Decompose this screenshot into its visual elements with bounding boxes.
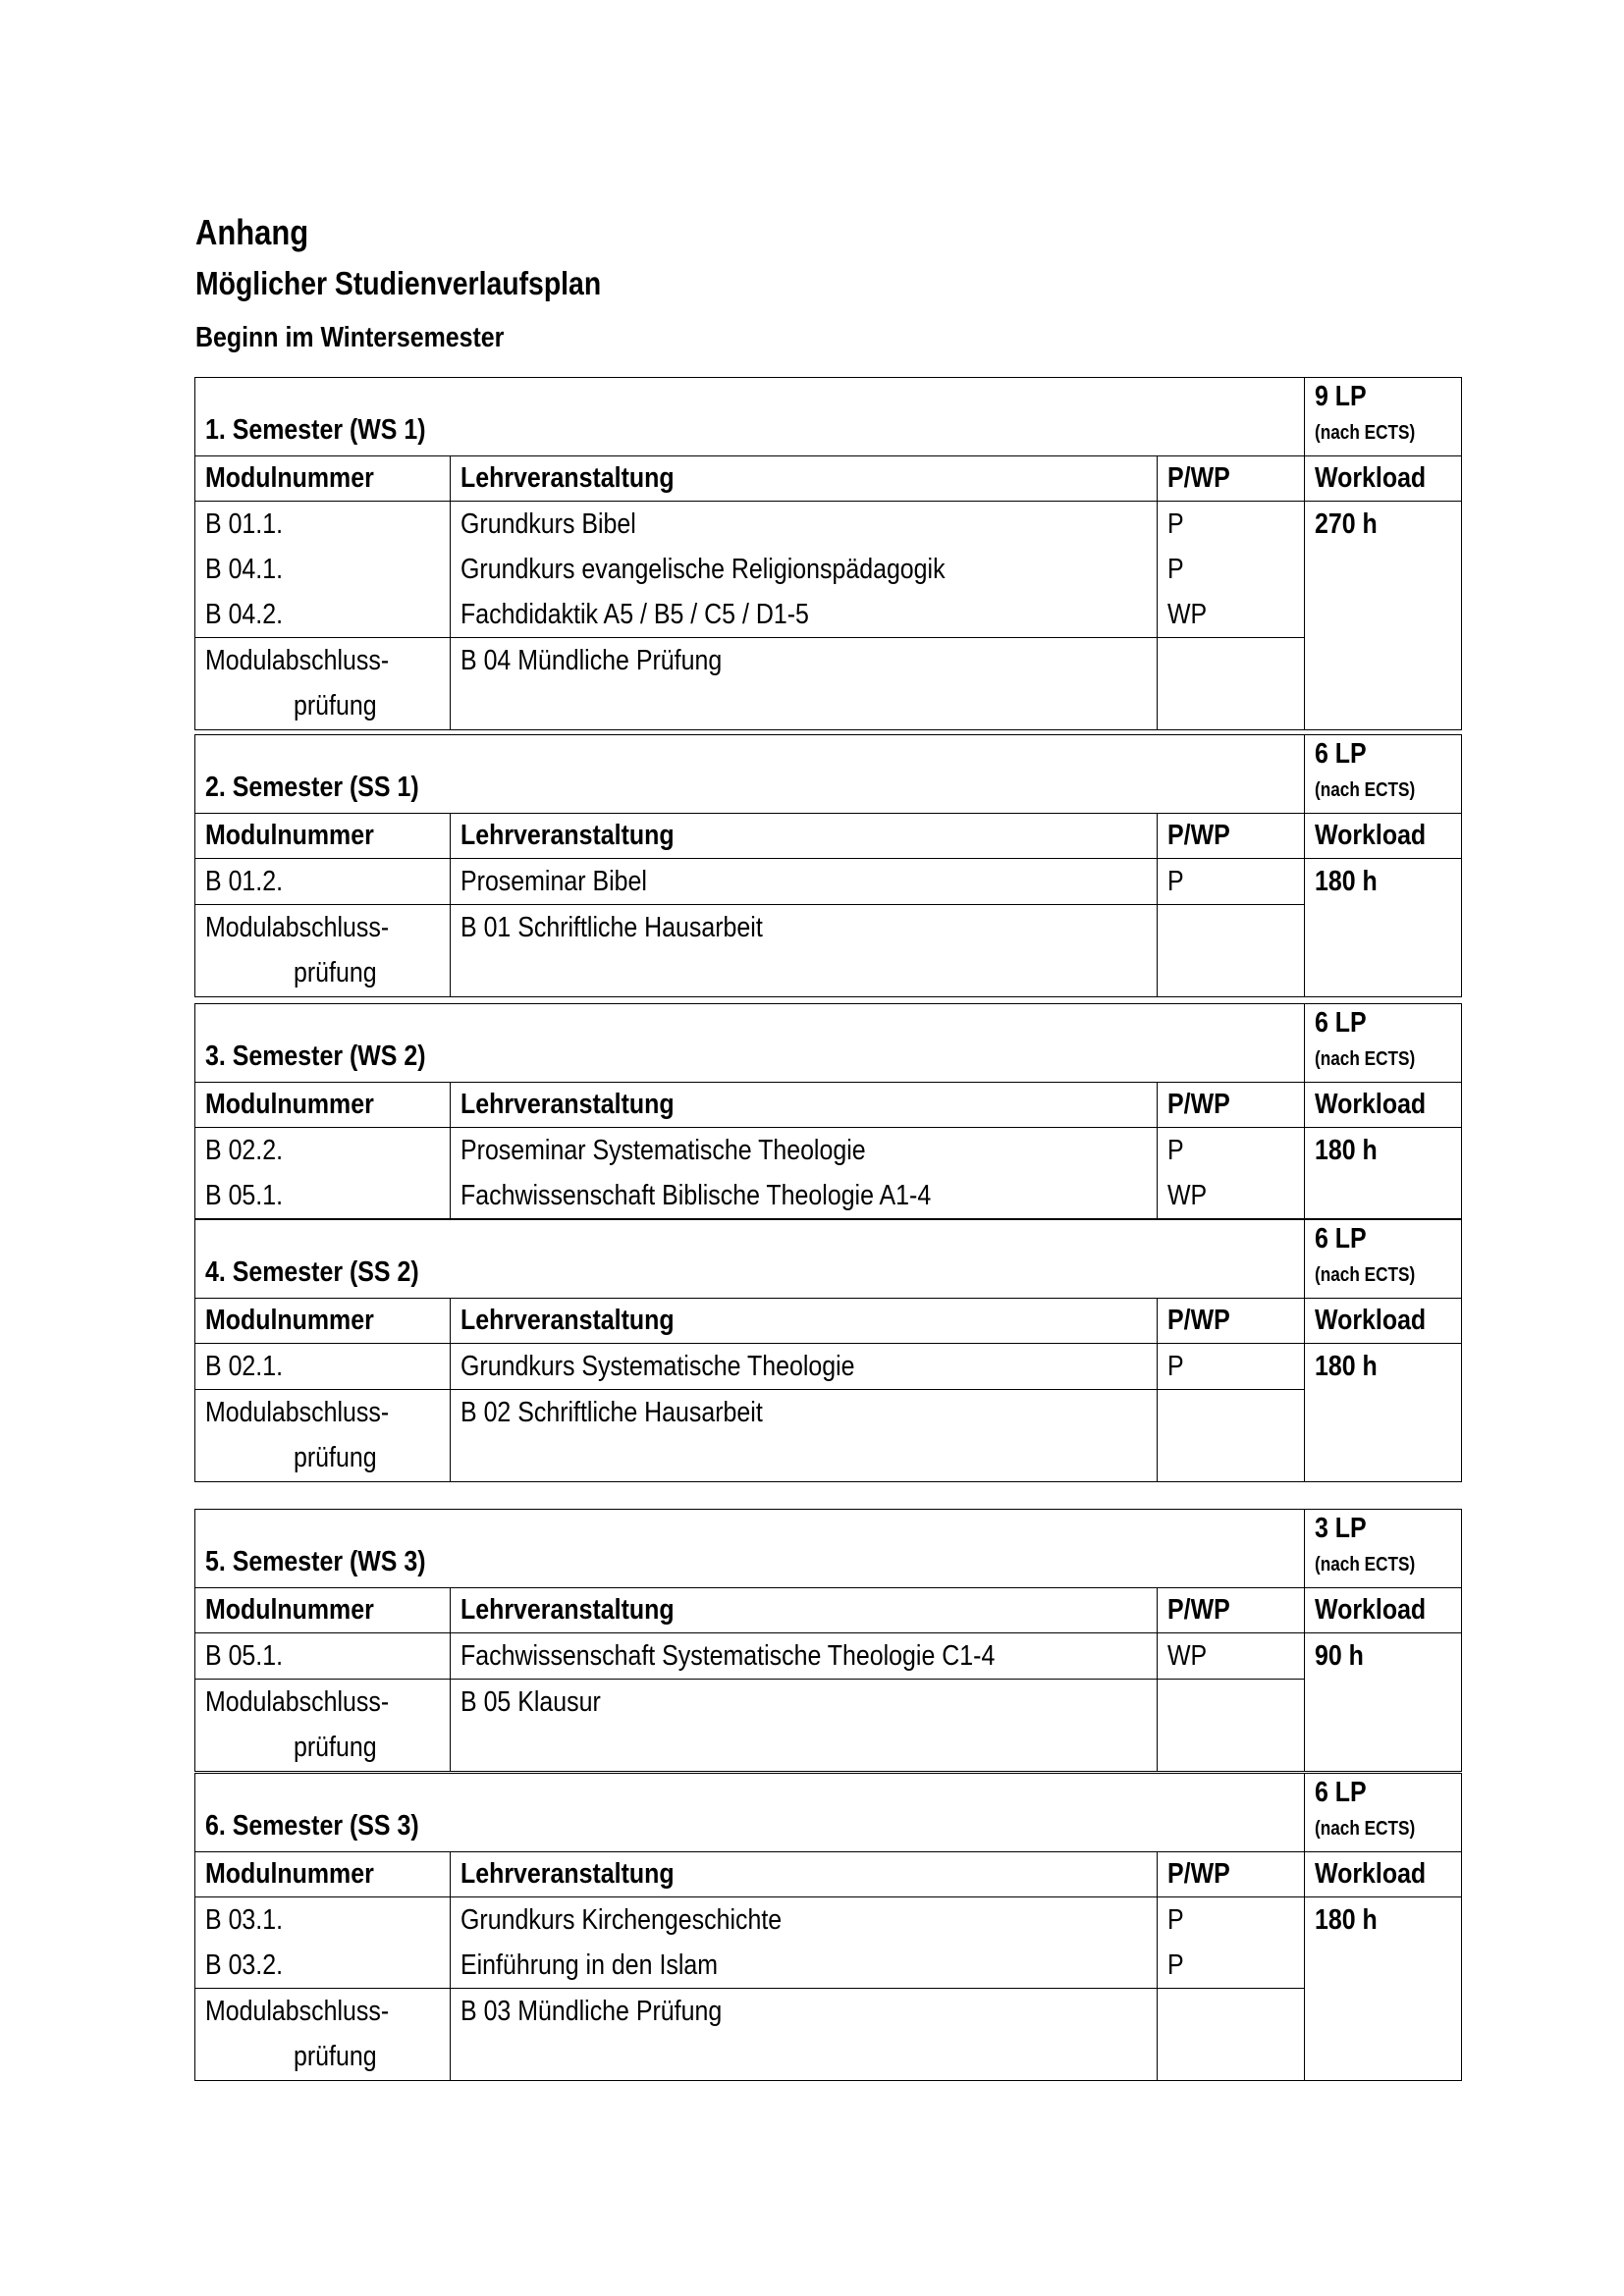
semester-block-5: [194, 1509, 1461, 1772]
semester-table: [194, 734, 1462, 997]
column-header-pwp: P/WP: [1158, 1852, 1305, 1897]
course-rows: [195, 1633, 1462, 1680]
course-pwp: P: [1167, 1351, 1184, 1382]
column-header-workload: Workload: [1305, 1299, 1462, 1344]
column-header-modulnummer: Modulnummer: [195, 1083, 451, 1128]
column-header-pwp: P/WP: [1158, 814, 1305, 859]
course-lehrveranstaltung: Grundkurs evangelische Religionspädagogik: [460, 554, 946, 585]
exam-label: Modulabschluss- prüfung: [195, 1680, 451, 1772]
course-modulnummer: B 01.1.: [205, 508, 284, 540]
course-modulnummer: B 02.1.: [205, 1351, 284, 1382]
course-modulnummer: B 02.2.: [205, 1135, 284, 1166]
semester-block-1: [194, 377, 1461, 730]
course-modulnummer: B 05.1.: [205, 1180, 284, 1211]
exam-row: [195, 638, 1462, 730]
column-header-modulnummer: Modulnummer: [195, 814, 451, 859]
course-pwp: P: [1167, 508, 1184, 540]
course-lehrveranstaltung: Proseminar Bibel: [460, 866, 647, 897]
exam-description: B 04 Mündliche Prüfung: [451, 638, 1158, 730]
semester-credit-points: 6 LP (nach ECTS): [1305, 1004, 1462, 1083]
column-header-lehrveranstaltung: Lehrveranstaltung: [451, 456, 1158, 502]
semester-title: 6. Semester (SS 3): [195, 1774, 1305, 1852]
semester-title: 2. Semester (SS 1): [195, 735, 1305, 814]
semester-table: [194, 1003, 1462, 1219]
column-header-pwp: P/WP: [1158, 1299, 1305, 1344]
semester-table: [194, 1219, 1462, 1482]
semester-block-3: [194, 1003, 1461, 1219]
course-modulnummer: B 04.1.: [205, 554, 284, 585]
credit-points-note: (nach ECTS): [1315, 1264, 1416, 1286]
semester-block-2: [194, 734, 1461, 997]
exam-description: B 02 Schriftliche Hausarbeit: [451, 1390, 1158, 1482]
course-lehrveranstaltung: Grundkurs Systematische Theologie: [460, 1351, 855, 1382]
exam-label: Modulabschluss- prüfung: [195, 905, 451, 997]
credit-points-note: (nach ECTS): [1315, 422, 1416, 444]
semester-workload: 180 h: [1305, 859, 1462, 997]
semester-credit-points: 9 LP (nach ECTS): [1305, 378, 1462, 456]
page-heading-anhang: Anhang: [195, 212, 309, 252]
course-lehrveranstaltung: Einführung in den Islam: [460, 1949, 719, 1981]
semester-credit-points: 6 LP (nach ECTS): [1305, 1774, 1462, 1852]
semester-workload: 180 h: [1305, 1128, 1462, 1219]
column-header-modulnummer: Modulnummer: [195, 1588, 451, 1633]
page-heading-studienverlaufsplan: Möglicher Studienverlaufsplan: [195, 265, 602, 301]
course-modulnummer: B 04.2.: [205, 599, 284, 630]
course-lehrveranstaltung: Fachwissenschaft Systematische Theologie C1-4: [460, 1640, 996, 1672]
course-modulnummer: B 03.2.: [205, 1949, 284, 1981]
column-header-row: [195, 1852, 1462, 1897]
semester-workload: 180 h: [1305, 1344, 1462, 1482]
semester-block-6: [194, 1773, 1461, 2081]
semester-credit-points: 3 LP (nach ECTS): [1305, 1510, 1462, 1588]
course-lehrveranstaltung: Grundkurs Kirchengeschichte: [460, 1904, 783, 1936]
exam-description: B 03 Mündliche Prüfung: [451, 1989, 1158, 2081]
course-lehrveranstaltung: Fachdidaktik A5 / B5 / C5 / D1-5: [460, 599, 809, 630]
column-header-workload: Workload: [1305, 456, 1462, 502]
course-pwp: P: [1167, 554, 1184, 585]
exam-row: [195, 1989, 1462, 2081]
column-header-modulnummer: Modulnummer: [195, 456, 451, 502]
credit-points-note: (nach ECTS): [1315, 1818, 1416, 1840]
column-header-workload: Workload: [1305, 1852, 1462, 1897]
column-header-modulnummer: Modulnummer: [195, 1852, 451, 1897]
exam-row: [195, 1680, 1462, 1772]
course-pwp: WP: [1167, 1180, 1208, 1211]
exam-pwp: [1158, 905, 1305, 997]
column-header-row: [195, 456, 1462, 502]
semester-workload: 180 h: [1305, 1897, 1462, 2081]
course-pwp: WP: [1167, 599, 1208, 630]
semester-credit-points: 6 LP (nach ECTS): [1305, 1220, 1462, 1299]
semester-title: 4. Semester (SS 2): [195, 1220, 1305, 1299]
course-rows: [195, 502, 1462, 638]
semester-table: [194, 1509, 1462, 1772]
credit-points-note: (nach ECTS): [1315, 1554, 1416, 1575]
column-header-lehrveranstaltung: Lehrveranstaltung: [451, 814, 1158, 859]
column-header-modulnummer: Modulnummer: [195, 1299, 451, 1344]
column-header-row: [195, 814, 1462, 859]
semester-workload: 90 h: [1305, 1633, 1462, 1772]
exam-row: [195, 905, 1462, 997]
course-pwp: P: [1167, 1135, 1184, 1166]
exam-label: Modulabschluss- prüfung: [195, 1390, 451, 1482]
column-header-workload: Workload: [1305, 1588, 1462, 1633]
semester-block-4: [194, 1219, 1461, 1482]
semester-table: [194, 1773, 1462, 2081]
course-pwp: P: [1167, 866, 1184, 897]
column-header-lehrveranstaltung: Lehrveranstaltung: [451, 1852, 1158, 1897]
exam-pwp: [1158, 1989, 1305, 2081]
column-header-workload: Workload: [1305, 814, 1462, 859]
exam-row: [195, 1390, 1462, 1482]
exam-label: Modulabschluss- prüfung: [195, 1989, 451, 2081]
column-header-row: [195, 1588, 1462, 1633]
column-header-pwp: P/WP: [1158, 1083, 1305, 1128]
column-header-row: [195, 1083, 1462, 1128]
column-header-pwp: P/WP: [1158, 1588, 1305, 1633]
column-header-lehrveranstaltung: Lehrveranstaltung: [451, 1299, 1158, 1344]
course-lehrveranstaltung: Grundkurs Bibel: [460, 508, 636, 540]
exam-pwp: [1158, 638, 1305, 730]
course-modulnummer: B 01.2.: [205, 866, 284, 897]
column-header-row: [195, 1299, 1462, 1344]
exam-label: Modulabschluss- prüfung: [195, 638, 451, 730]
page-subheading-beginn: Beginn im Wintersemester: [195, 322, 505, 353]
course-pwp: P: [1167, 1949, 1184, 1981]
course-pwp: P: [1167, 1904, 1184, 1936]
credit-points-note: (nach ECTS): [1315, 1048, 1416, 1070]
semester-title: 5. Semester (WS 3): [195, 1510, 1305, 1588]
course-rows: [195, 1128, 1462, 1219]
course-rows: [195, 1897, 1462, 1989]
course-pwp: WP: [1167, 1640, 1208, 1672]
semester-workload: 270 h: [1305, 502, 1462, 730]
course-rows: [195, 1344, 1462, 1390]
column-header-pwp: P/WP: [1158, 456, 1305, 502]
column-header-lehrveranstaltung: Lehrveranstaltung: [451, 1588, 1158, 1633]
exam-description: B 01 Schriftliche Hausarbeit: [451, 905, 1158, 997]
course-lehrveranstaltung: Proseminar Systematische Theologie: [460, 1135, 866, 1166]
semester-title: 1. Semester (WS 1): [195, 378, 1305, 456]
exam-description: B 05 Klausur: [451, 1680, 1158, 1772]
course-modulnummer: B 03.1.: [205, 1904, 284, 1936]
exam-pwp: [1158, 1680, 1305, 1772]
credit-points-note: (nach ECTS): [1315, 779, 1416, 801]
course-modulnummer: B 05.1.: [205, 1640, 284, 1672]
semester-title: 3. Semester (WS 2): [195, 1004, 1305, 1083]
exam-pwp: [1158, 1390, 1305, 1482]
column-header-lehrveranstaltung: Lehrveranstaltung: [451, 1083, 1158, 1128]
semester-credit-points: 6 LP (nach ECTS): [1305, 735, 1462, 814]
course-lehrveranstaltung: Fachwissenschaft Biblische Theologie A1-4: [460, 1180, 932, 1211]
semester-table: [194, 377, 1462, 730]
column-header-workload: Workload: [1305, 1083, 1462, 1128]
course-rows: [195, 859, 1462, 905]
